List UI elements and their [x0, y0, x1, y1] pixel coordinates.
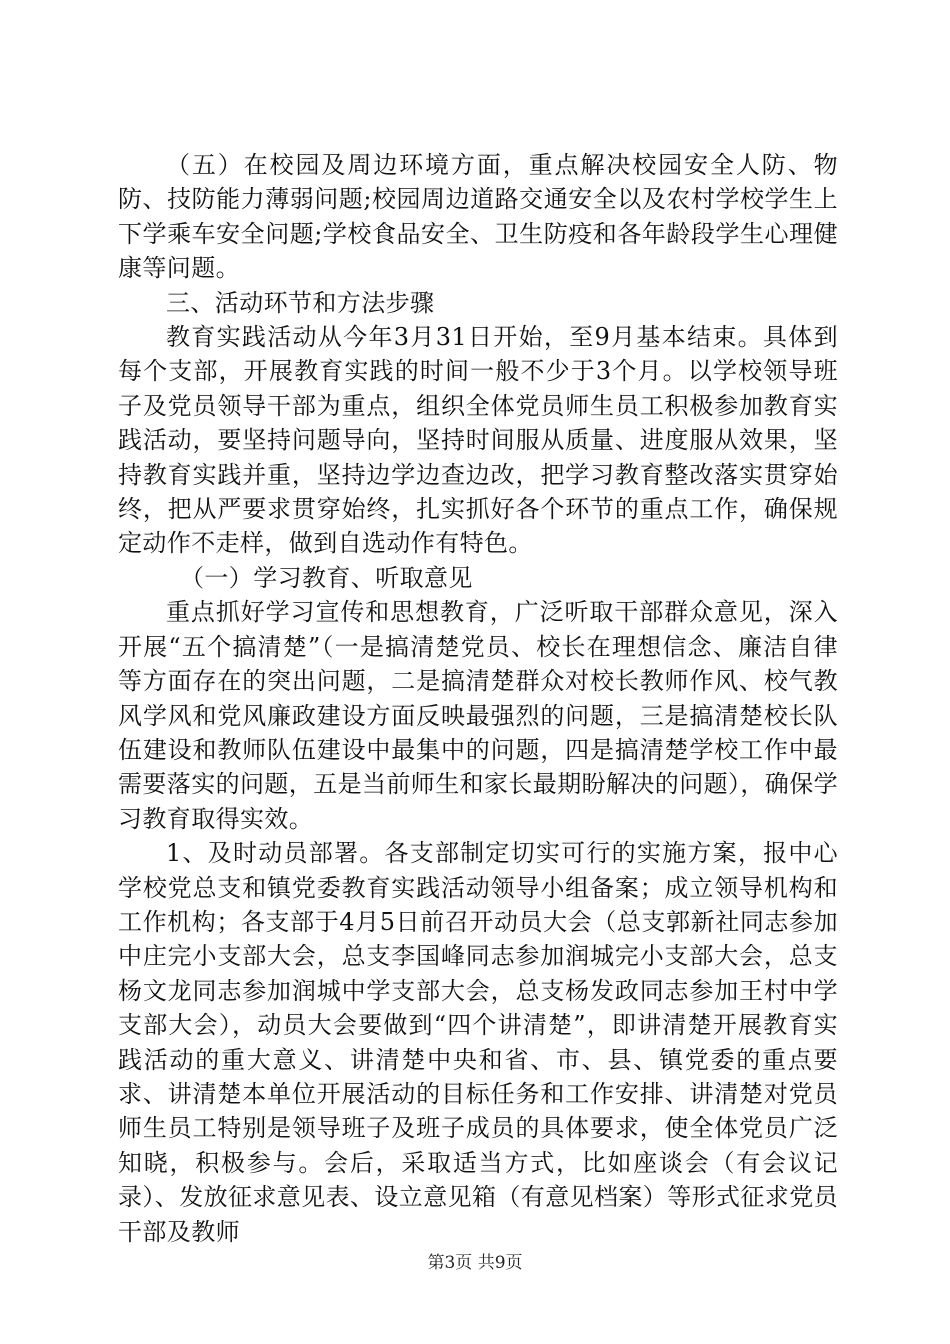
paragraph-activity-timeline: 教育实践活动从今年3月31日开始，至9月基本结束。具体到每个支部，开展教育实践的时间一般不少于3个月。以学校领导班子及党员领导干部为重点，组织全体党员师生员工积极参加教育实践活动，要坚持问题导向，坚持时间服从质量、进度服从效果，坚持教育实践并重，坚持边学边查边改，把学习教育整改落实贯穿始终，把从严要求贯穿始终，扎实抓好各个环节的重点工作，确保规定动作不走样，做到自选动作有特色。: [118, 323, 838, 558]
section-heading-steps: 三、活动环节和方法步骤: [166, 288, 435, 317]
paragraph-mobilization: 1、及时动员部署。各支部制定切实可行的实施方案，报中心学校党总支和镇党委教育实践活动领导小组备案；成立领导机构和工作机构；各支部于4月5日前召开动员大会（总支郭新社同志参加中庄完小支部大会，总支李国峰同志参加润城完小支部大会，总支杨文龙同志参加润城中学支部大会，总支杨发政同志参加王村中学支部大会），动员大会要做到“四个讲清楚”，即讲清楚开展教育实践活动的重大意义、讲清楚中央和省、市、县、镇党委的重点要求、讲清楚本单位开展活动的目标任务和工作安排、讲清楚对党员师生员工特别是领导班子及班子成员的具体要求，使全体党员广泛知晓，积极参与。会后，采取适当方式，比如座谈会（有会议记录）、发放征求意见表、设立意见箱（有意见档案）等形式征求党员干部及教师: [118, 839, 838, 1246]
page-footer: 第3页 共9页: [427, 1253, 523, 1273]
subsection-heading-study: （一）学习教育、听取意见: [180, 563, 473, 592]
paragraph-campus-environment: （五）在校园及周边环境方面，重点解决校园安全人防、物防、技防能力薄弱问题;校园周边道路交通安全以及农村学校学生上下学乘车安全问题;学校食品安全、卫生防疫和各年龄段学生心理健康等问题。: [118, 151, 838, 283]
document-body: [118, 148, 838, 1249]
paragraph-study-education: 重点抓好学习宣传和思想教育，广泛听取干部群众意见，深入开展“五个搞清楚”（一是搞清楚党员、校长在理想信念、廉洁自律等方面存在的突出问题，二是搞清楚群众对校长教师作风、校气教风学风和党风廉政建设方面反映最强烈的问题，三是搞清楚校长队伍建设和教师队伍建设中最集中的问题，四是搞清楚学校工作中最需要落实的问题，五是当前师生和家长最期盼解决的问题），确保学习教育取得实效。: [118, 598, 838, 833]
